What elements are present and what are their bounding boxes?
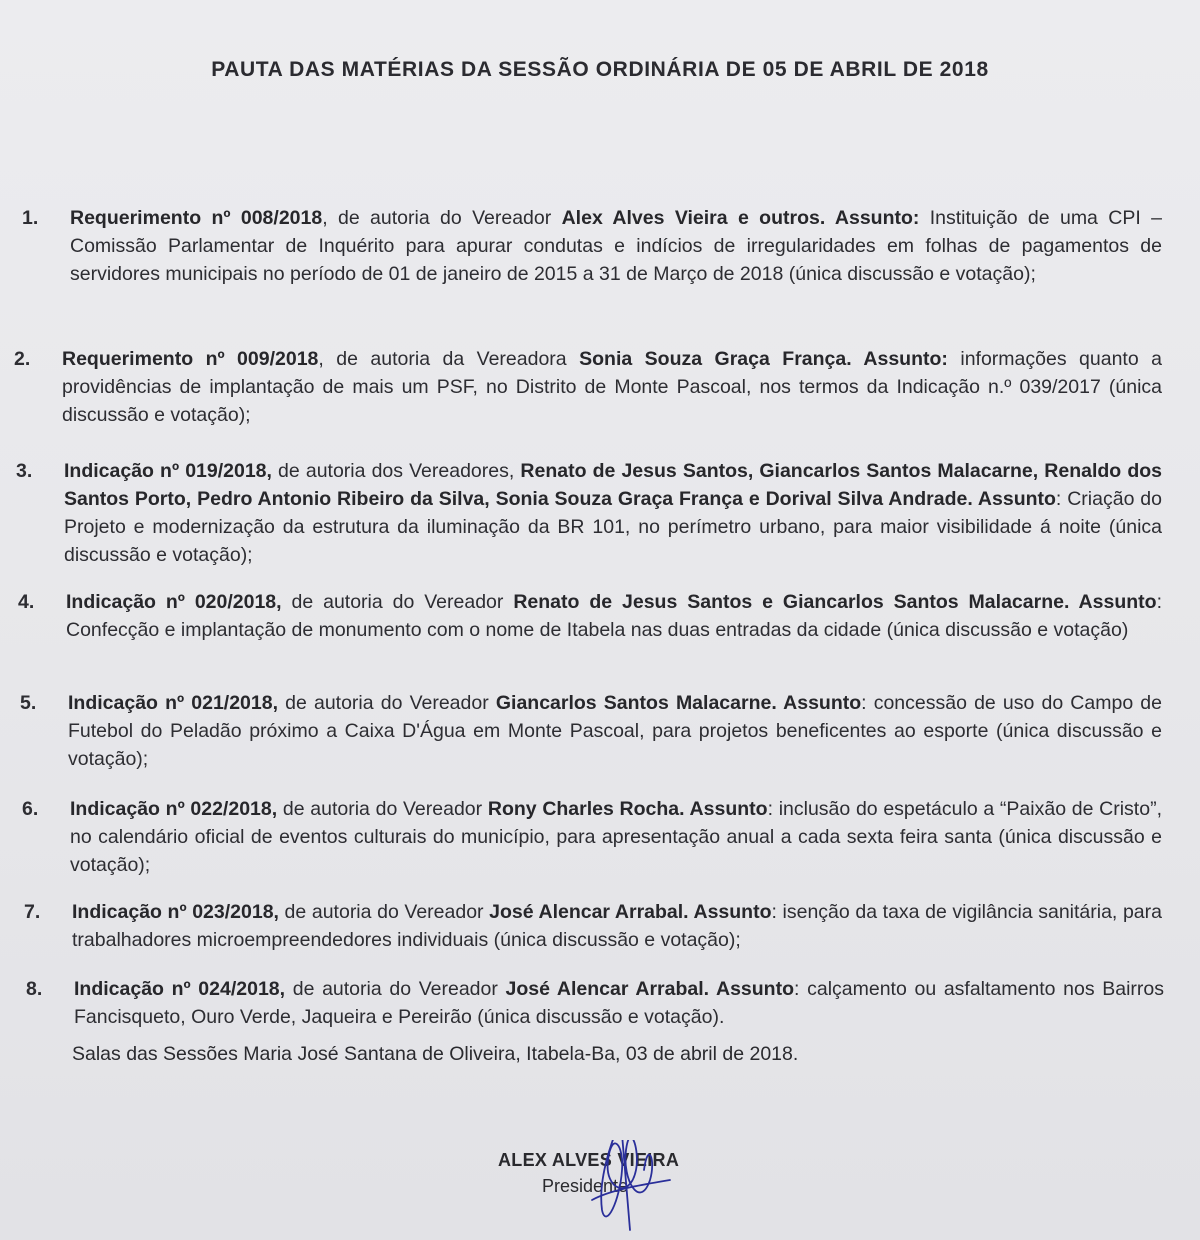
handwritten-signature xyxy=(480,1140,740,1240)
item-text: Indicação nº 022/2018, de autoria do Vereador Rony Charles Rocha. Assunto: inclusão do espetáculo a “Paixão de Cristo”, no calendário oficial de eventos culturais do município, para apresentação anual a cada sexta feira santa (única discussão e votação); xyxy=(70,798,1162,876)
item-text: Indicação nº 024/2018, de autoria do Vereador José Alencar Arrabal. Assunto: calçamento ou asfaltamento nos Bairros Fancisqueto, Ouro Verde, Jaqueira e Pereirão (única discussão e votação). xyxy=(74,978,1164,1028)
item-number: 7. xyxy=(24,901,41,923)
agenda-item xyxy=(26,975,1164,1031)
signatory-name: ALEX ALVES VIEIRA xyxy=(498,1150,680,1170)
item-text: Requerimento nº 008/2018, de autoria do Vereador Alex Alves Vieira e outros. Assunto: Instituição de uma CPI – Comissão Parlamentar de Inquérito para apurar condutas e indícios de irregularidades em folhas de pagamentos de servidores municipais no período de 01 de janeiro de 2015 a 31 de Março de 2018 (única discussão e votação); xyxy=(70,207,1162,285)
item-number: 1. xyxy=(22,207,39,229)
item-number: 6. xyxy=(22,798,39,820)
item-number: 5. xyxy=(20,692,37,714)
item-text: Indicação nº 020/2018, de autoria do Vereador Renato de Jesus Santos e Giancarlos Santos Malacarne. Assunto: Confecção e implantação de monumento com o nome de Itabela nas duas entradas da cidade (única discussão e votação) xyxy=(66,591,1162,641)
closing-line: Salas das Sessões Maria José Santana de Oliveira, Itabela-Ba, 03 de abril de 2018. xyxy=(72,1043,799,1065)
item-text: Indicação nº 019/2018, de autoria dos Vereadores, Renato de Jesus Santos, Giancarlos Santos Malacarne, Renaldo dos Santos Porto, Pedro Antonio Ribeiro da Silva, Sonia Souza Graça França e Dorival Silva Andrade. Assunto: Criação do Projeto e modernização da estrutura da iluminação da BR 101, no perímetro urbano, para maior visibilidade á noite (única discussão e votação); xyxy=(64,460,1162,566)
signatory-role: Presidente xyxy=(542,1176,629,1196)
signature-stroke xyxy=(592,1140,670,1230)
item-text: Indicação nº 021/2018, de autoria do Vereador Giancarlos Santos Malacarne. Assunto: concessão de uso do Campo de Futebol do Peladão próximo a Caixa D'Água em Monte Pascoal, para projetos beneficentes ao esporte (única discussão e votação); xyxy=(68,692,1162,770)
agenda-item xyxy=(22,795,1162,879)
agenda-item xyxy=(14,345,1162,429)
item-number: 8. xyxy=(26,978,43,1000)
signature-block xyxy=(480,1140,740,1240)
agenda-item xyxy=(18,588,1162,644)
agenda-item xyxy=(24,898,1162,954)
item-number: 2. xyxy=(14,348,31,370)
item-number: 4. xyxy=(18,591,35,613)
agenda-item xyxy=(22,204,1162,288)
agenda-item xyxy=(20,689,1162,773)
agenda-item xyxy=(16,457,1162,569)
item-text: Indicação nº 023/2018, de autoria do Vereador José Alencar Arrabal. Assunto: isenção da taxa de vigilância sanitária, para trabalhadores microempreendedores individuais (única discussão e votação); xyxy=(72,901,1162,951)
item-number: 3. xyxy=(16,460,33,482)
document-title: PAUTA DAS MATÉRIAS DA SESSÃO ORDINÁRIA DE 05 DE ABRIL DE 2018 xyxy=(211,58,989,81)
item-text: Requerimento nº 009/2018, de autoria da Vereadora Sonia Souza Graça França. Assunto: informações quanto a providências de implantação de mais um PSF, no Distrito de Monte Pascoal, nos termos da Indicação n.º 039/2017 (única discussão e votação); xyxy=(62,348,1162,426)
